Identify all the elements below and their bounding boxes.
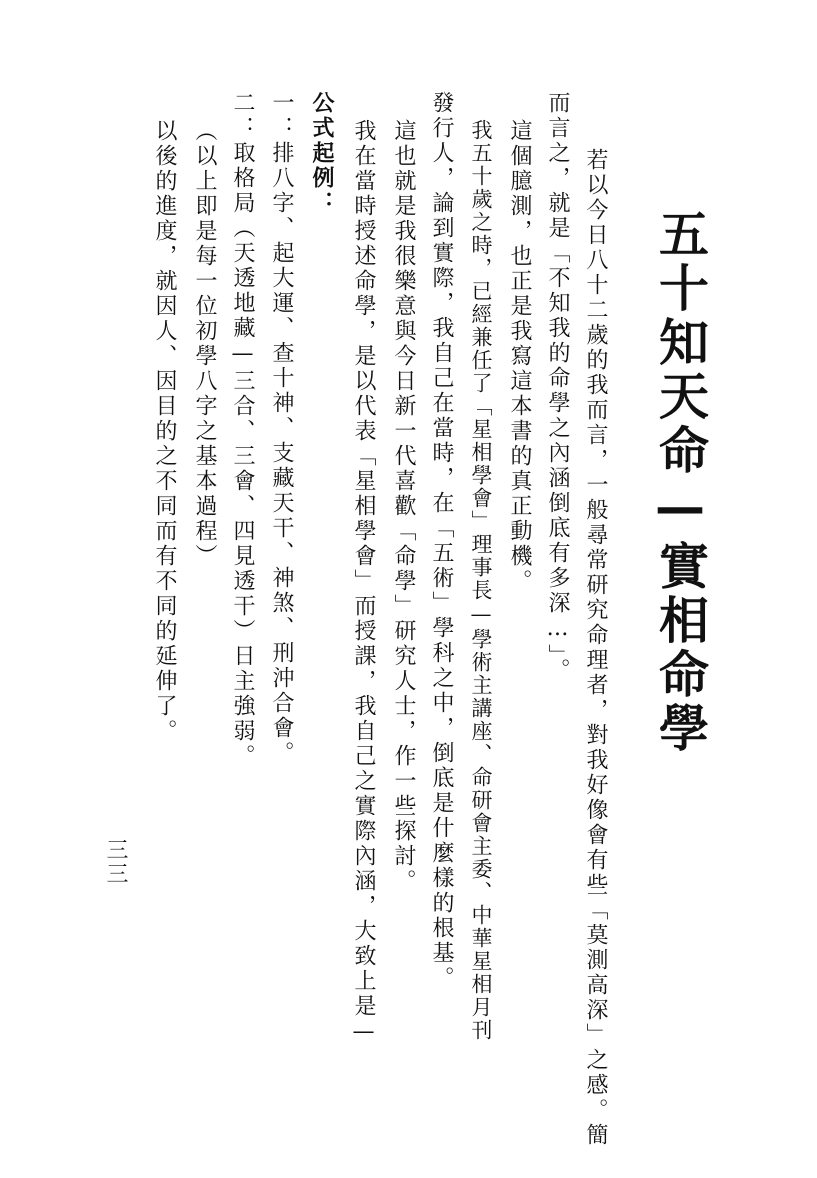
text-column-2: 而言之，就是「不知我的命學之內涵倒底有多深…」。 <box>545 91 570 683</box>
note-line: （以上即是每一位初學八字之基本過程） <box>192 119 217 569</box>
text-column-7: 我在當時授述命學，是以代表「星相學會」而授課，我自己之實際內涵，大致上是— <box>351 119 376 1047</box>
page-title: 五十知天命—實相命學 <box>651 208 709 756</box>
text-column-6: 這也就是我很樂意與今日新一代喜歡「命學」研究人士，作一些探討。 <box>391 119 416 894</box>
page-number: 三三 <box>103 838 128 886</box>
list-item-1: 一：排八字、起大運、查十神、支藏天干、神煞、刑沖合會。 <box>269 91 294 766</box>
section-heading: 公式起例： <box>309 91 334 216</box>
text-column-1: 若以今日八十二歲的我而言，一般尋常研究命理者，對我好像會有些「莫測高深」之感。簡 <box>583 148 608 1148</box>
list-item-2: 二：取格局（天透地藏—三合、三會、四見透干）日主強弱。 <box>230 91 255 769</box>
text-column-final: 以後的進度，就因人、因目的之不同而有不同的延伸了。 <box>152 119 177 744</box>
text-column-5: 發行人，論到實際，我自己在當時，在「五術」學科之中，倒底是什麼樣的根基。 <box>429 91 454 991</box>
text-column-4: 我五十歲之時，已經兼任了「星相學會」理事長—學術主講座、命研會主委、中華星相月刊 <box>469 119 493 1042</box>
text-column-3: 這個臆測，也正是我寫這本書的真正動機。 <box>507 119 532 594</box>
